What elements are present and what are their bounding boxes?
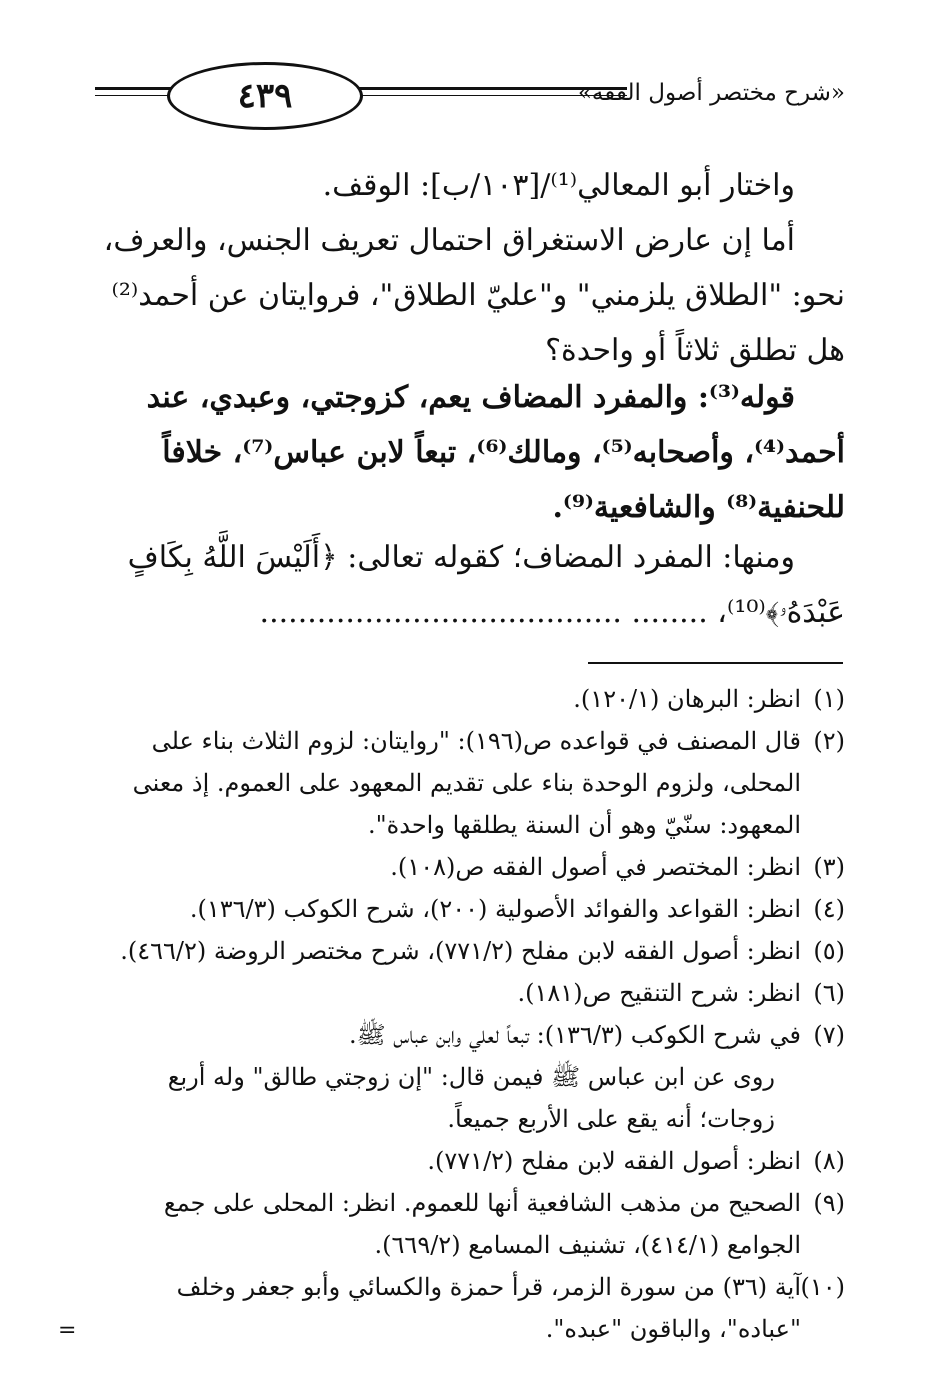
footnote-2-cont-1: المحلى، ولزوم الوحدة بناء على تقديم المعهود على العموم. إذ معنى (132, 769, 801, 797)
header-rule-left-top (95, 87, 175, 90)
paragraph-4-line-2-text: عَبْدَهُۥ﴾⁽¹⁰⁾، ........ (631, 595, 845, 630)
footnote-10-cont-1: "عباده"، والباقون "عبده". (545, 1315, 801, 1343)
footnote-number: (٢) (813, 727, 845, 755)
main-text (95, 158, 845, 378)
footnote-1 (90, 678, 845, 720)
footnote-9 (90, 1182, 845, 1224)
footnotes (90, 678, 845, 1350)
corner-mark: = (58, 1318, 77, 1343)
footnote-text: انظر: شرح التنقيح ص(١٨١). (517, 979, 801, 1007)
footnote-7 (90, 1014, 845, 1056)
footnote-number: (٥) (813, 937, 845, 965)
footnote-number: (٣) (813, 853, 845, 881)
footnote-text: الصحيح من مذهب الشافعية أنها للعموم. انظر: المحلى على جمع (163, 1189, 801, 1217)
footnote-text: في شرح الكوكب (١٣٦/٣): تبعاً لعلي وابن عباس ﷺ. (348, 1021, 801, 1049)
explanation-text (95, 530, 845, 640)
paragraph-3-line-2: أحمد⁽⁴⁾، وأصحابه⁽⁵⁾، ومالك⁽⁶⁾، تبعاً لابن عباس⁽⁷⁾، خلافاً (162, 435, 845, 470)
quoted-text (95, 370, 845, 535)
page-header (95, 60, 855, 130)
footnote-number: (٤) (813, 895, 845, 923)
paragraph-1-line-1: واختار أبو المعالي⁽¹⁾/[١٠٣/ب]: الوقف. (322, 168, 795, 203)
running-title: «شرح مختصر أصول الفقه» (577, 80, 845, 106)
footnote-number: (٩) (813, 1189, 845, 1217)
footnote-number: (٧) (813, 1021, 845, 1049)
footnote-2 (90, 720, 845, 762)
footnote-number: (٨) (813, 1147, 845, 1175)
footnote-number: (٦) (813, 979, 845, 1007)
paragraph-4-dots: ...................................... (259, 595, 622, 630)
footnote-5 (90, 930, 845, 972)
paragraph-2-line-1: أما إن عارض الاستغراق احتمال تعريف الجنس، والعرف، (103, 223, 795, 258)
footnote-text: انظر: أصول الفقه لابن مفلح (٧٧١/٢). (427, 1147, 801, 1175)
footnote-6 (90, 972, 845, 1014)
footnote-number: (١) (813, 685, 845, 713)
paragraph-3-line-3: للحنفية⁽⁸⁾ والشافعية⁽⁹⁾. (552, 490, 845, 525)
paragraph-2-line-2: نحو: "الطلاق يلزمني" و"عليّ الطلاق"، فروايتان عن أحمد⁽²⁾ (111, 278, 845, 313)
footnote-separator (588, 662, 843, 664)
page-number: ٤٣٩ (167, 62, 363, 130)
footnote-8 (90, 1140, 845, 1182)
header-rule-left-bottom (95, 95, 175, 96)
footnote-7-cont-2: زوجات؛ أنه يقع على الأربع جميعاً. (447, 1105, 775, 1133)
footnote-text: انظر: المختصر في أصول الفقه ص(١٠٨). (390, 853, 801, 881)
paragraph-4-line-1: ومنها: المفرد المضاف؛ كقوله تعالى: ﴿أَلَيْسَ اللَّهُ بِكَافٍ (127, 540, 795, 575)
paragraph-2-line-3: هل تطلق ثلاثاً أو واحدة؟ (545, 333, 845, 368)
footnote-2-cont-2: المعهود: سنّيّ وهو أن السنة يطلقها واحدة". (368, 811, 801, 839)
footnote-3 (90, 846, 845, 888)
paragraph-3-line-1: قوله⁽³⁾: والمفرد المضاف يعم، كزوجتي، وعبدي، عند (146, 380, 795, 415)
footnote-10 (90, 1266, 845, 1308)
footnote-text: قال المصنف في قواعده ص(١٩٦): "روايتان: لزوم الثلاث بناء على (151, 727, 801, 755)
footnote-number: (١٠) (800, 1273, 845, 1301)
footnote-text: انظر: القواعد والفوائد الأصولية (٢٠٠)، شرح الكوكب (١٣٦/٣). (189, 895, 801, 923)
paragraph-4-line-2 (95, 585, 845, 640)
footnote-4 (90, 888, 845, 930)
footnote-text: انظر: البرهان (١٢٠/١). (573, 685, 801, 713)
footnote-7-cont-1: روى عن ابن عباس ﷺ فيمن قال: "إن زوجتي طالق" وله أربع (167, 1063, 775, 1091)
footnote-text: انظر: أصول الفقه لابن مفلح (٧٧١/٢)، شرح مختصر الروضة (٤٦٦/٢). (120, 937, 801, 965)
footnote-text: آية (٣٦) من سورة الزمر، قرأ حمزة والكسائي وأبو جعفر وخلف (176, 1273, 801, 1301)
footnote-9-cont-1: الجوامع (٤١٤/١)، تشنيف المسامع (٦٦٩/٢). (374, 1231, 801, 1259)
